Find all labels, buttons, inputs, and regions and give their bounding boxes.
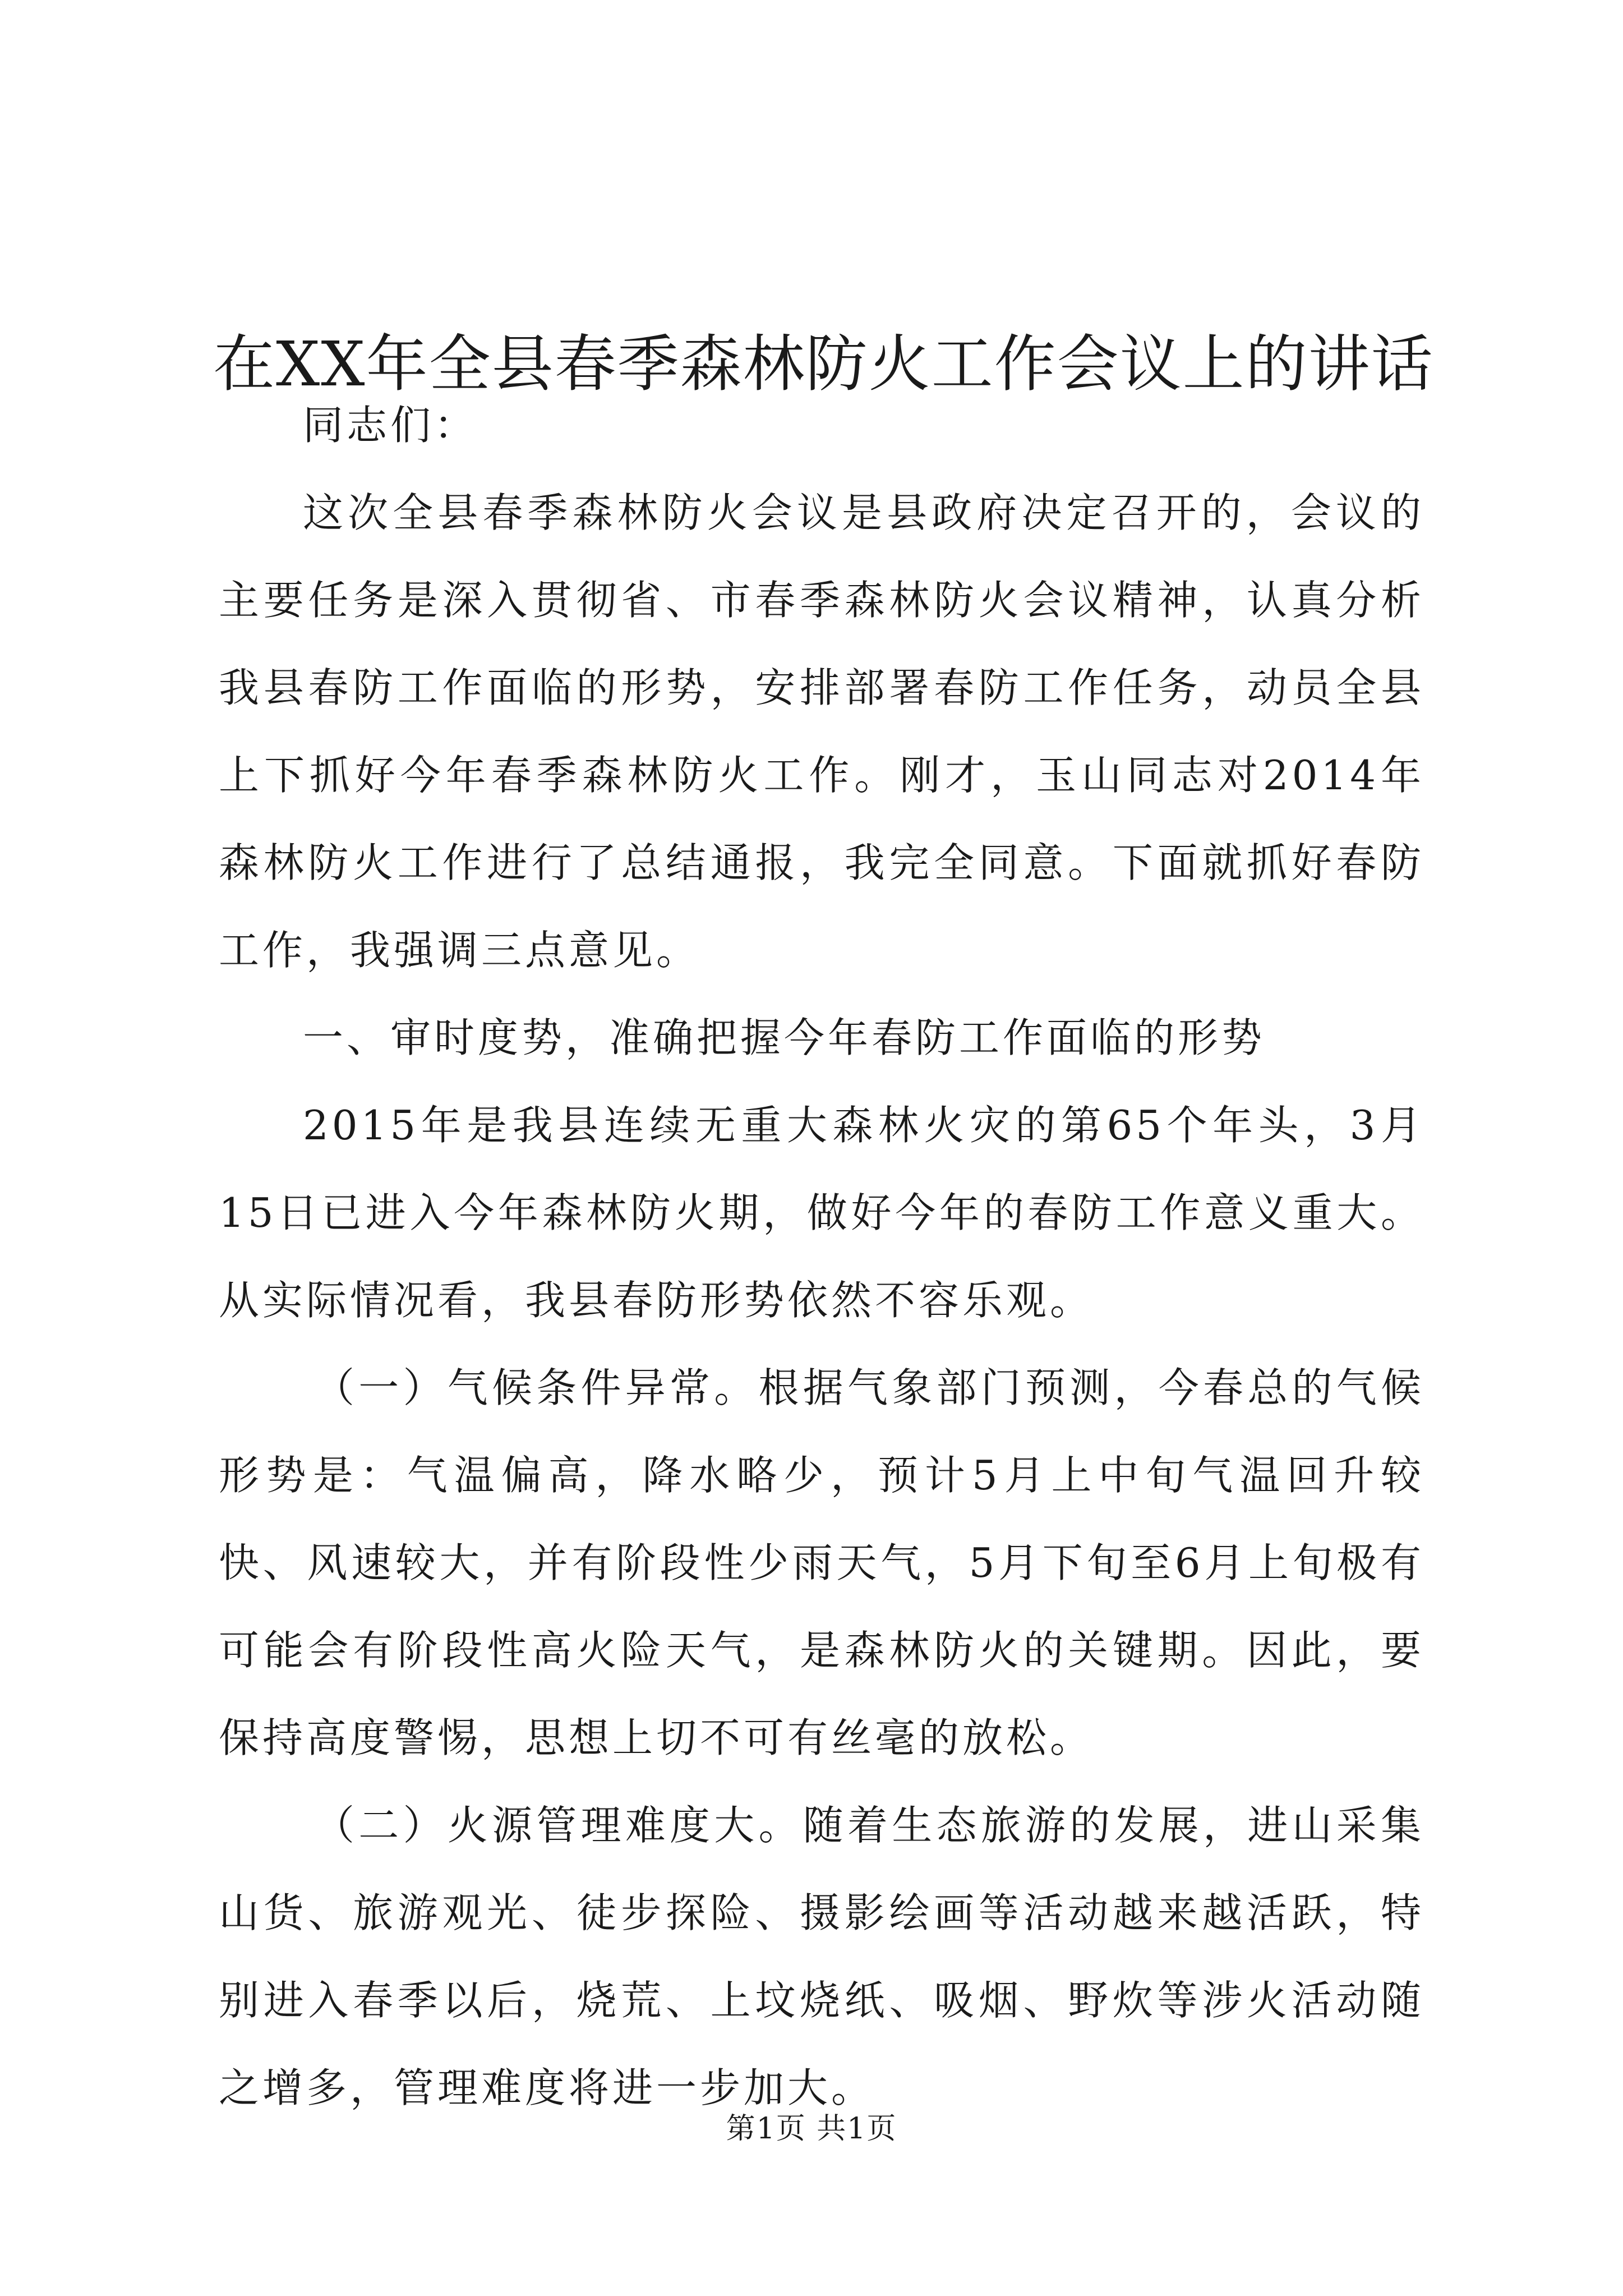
page-footer: 第1页 共1页 [726, 2112, 897, 2146]
paragraph-situation: 2015年是我县连续无重大森林火灾的第65个年头，3月15日已进入今年森林防火期，做好今年的春防工作意义重大。从实际情况看，我县春防形势依然不容乐观。 [219, 1102, 1424, 1324]
paragraph-fire-source: （二）火源管理难度大。随着生态旅游的发展，进山采集山货、旅游观光、徒步探险、摄影绘画等活动越来越活跃，特别进入春季以后，烧荒、上坟烧纸、吸烟、野炊等涉火活动随之增多，管理难度将进一步加大。 [219, 1802, 1424, 2111]
section-heading-1: 一、审时度势，准确把握今年春防工作面临的形势 [303, 1014, 1266, 1061]
salutation: 同志们： [303, 402, 478, 449]
document-body [219, 381, 1424, 2132]
paragraph-climate: （一）气候条件异常。根据气象部门预测，今春总的气候形势是：气温偏高，降水略少，预计5月上中旬气温回升较快、风速较大，并有阶段性少雨天气，5月下旬至6月上旬极有可能会有阶段性高火险天气，是森林防火的关键期。因此，要保持高度警惕，思想上切不可有丝毫的放松。 [219, 1364, 1424, 1761]
paragraph-intro: 这次全县春季森林防火会议是县政府决定召开的，会议的主要任务是深入贯彻省、市春季森林防火会议精神，认真分析我县春防工作面临的形势，安排部署春防工作任务，动员全县上下抓好今年春季森林防火工作。刚才，玉山同志对2014年森林防火工作进行了总结通报，我完全同意。下面就抓好春防工作，我强调三点意见。 [219, 489, 1424, 974]
document-title: 在XX年全县春季森林防火工作会议上的讲话 [213, 328, 1434, 400]
